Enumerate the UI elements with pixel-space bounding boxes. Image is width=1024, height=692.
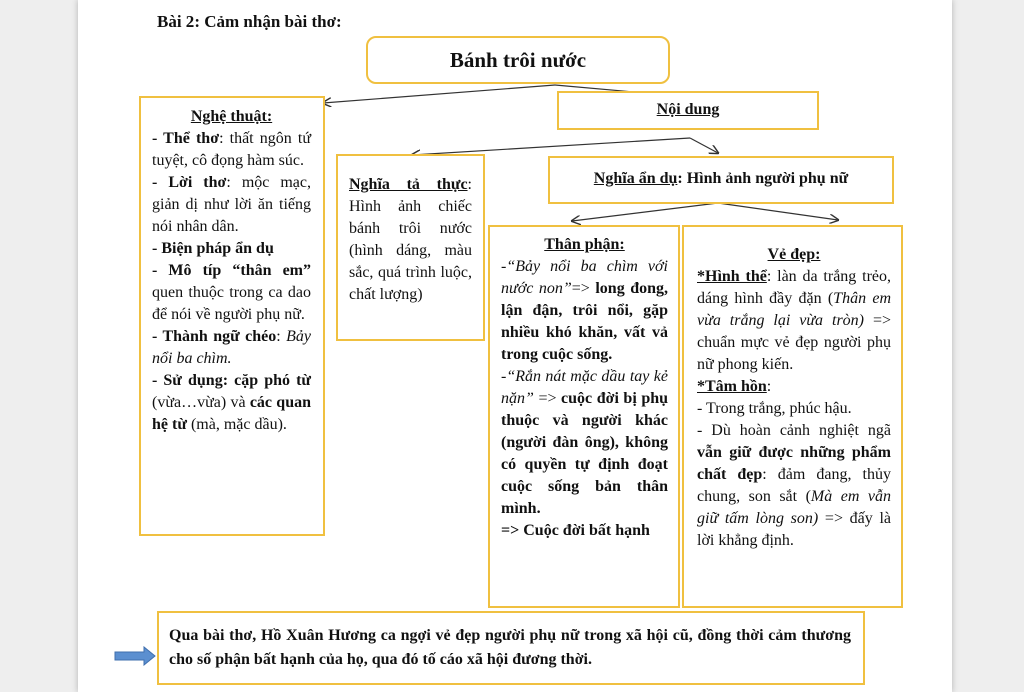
- nghia-ta-thuc-box: [336, 154, 485, 341]
- hinh-the-text: : làn da trắng trẻo, dáng hình đầy đặn (: [697, 268, 891, 307]
- thanh-ngu-colon: :: [276, 328, 281, 345]
- hinh-the-quote: Thân em vừa trắng lại vừa tròn): [697, 290, 891, 329]
- right-arrow-icon: [114, 646, 156, 666]
- quote2-dash: -: [501, 368, 507, 385]
- than-phan-conclusion: => Cuộc đời bất hạnh: [501, 522, 650, 539]
- quote2-meaning: cuộc đời bị phụ thuộc và người khác (người đàn ông), không có quyền tự định đoạt cuộc sống bản thân mình.: [501, 390, 669, 517]
- the-tho-label: - Thể thơ: [152, 130, 220, 147]
- title-box: [366, 36, 670, 84]
- nghe-thuat-label: Nghệ thuật:: [190, 108, 273, 125]
- summary-box: [157, 611, 865, 685]
- mo-tip-text: quen thuộc trong ca dao để nói về người phụ nữ.: [152, 284, 311, 323]
- quote1-text: “Bảy nổi ba chìm với nước non”: [501, 258, 668, 297]
- than-phan-box: [488, 225, 680, 608]
- quote2-arrow: =>: [533, 390, 562, 407]
- loi-tho-label: - Lời thơ: [152, 174, 227, 191]
- than-phan-label: Thân phận:: [544, 236, 625, 253]
- nghia-an-du-box: [548, 156, 894, 204]
- tam-hon-conclusion: => đấy là lời khẳng định.: [697, 510, 891, 549]
- nghia-ta-thuc-text: Hình ảnh chiếc bánh trôi nước (hình dáng, màu sắc, quá trình luộc, chất lượng): [349, 198, 472, 303]
- nghia-an-du-text: : Hình ảnh người phụ nữ: [677, 170, 849, 187]
- thanh-ngu-label: - Thành ngữ chéo: [152, 328, 277, 345]
- tam-hon-item-2: - Dù hoàn cảnh nghiệt ngã: [697, 422, 891, 439]
- hinh-the-label: *Hình thể: [697, 268, 767, 285]
- su-dung-label: - Sử dụng: cặp phó từ: [152, 372, 311, 389]
- quan-he-label: các quan hệ từ: [152, 394, 311, 433]
- noi-dung-box: [557, 91, 819, 130]
- quote1-meaning: long đong, lận đận, trôi nổi, gặp nhiều khó khăn, vất vả trong cuộc sống.: [501, 280, 668, 363]
- quote1-dash: -: [501, 258, 507, 275]
- tam-hon-item-2-bold: vẫn giữ được những phẩm chất đẹp: [697, 444, 891, 483]
- quote2-text: “Rắn nát mặc dầu tay kẻ nặn”: [501, 368, 668, 407]
- quote1-arrow: =>: [571, 280, 596, 297]
- nghe-thuat-box: [139, 96, 325, 536]
- heading-text: : Cảm nhận bài thơ:: [194, 12, 342, 31]
- the-tho-text: : thất ngôn tứ tuyệt, cô đọng hàm súc.: [152, 130, 312, 169]
- thanh-ngu-text: Bảy nổi ba chìm.: [152, 328, 311, 367]
- nghia-ta-thuc-label: Nghĩa tả thực: [349, 176, 468, 193]
- tam-hon-label: *Tâm hồn: [697, 378, 767, 395]
- tam-hon-colon: :: [766, 378, 772, 395]
- tam-hon-item-1: - Trong trắng, phúc hậu.: [697, 400, 852, 417]
- ve-dep-box: [682, 225, 903, 608]
- heading-number: Bài 2: [157, 12, 195, 31]
- su-dung-text: (vừa…vừa) và: [152, 394, 250, 411]
- nghia-ta-thuc-colon: :: [467, 176, 472, 193]
- bien-phap-text: - Biện pháp ẩn dụ: [152, 240, 274, 257]
- nghia-an-du-label: Nghĩa ẩn dụ: [593, 170, 678, 187]
- ve-dep-label: Vẻ đẹp:: [767, 246, 821, 263]
- poem-title: Bánh trôi nước: [449, 48, 587, 72]
- quan-he-text: (mà, mặc dầu).: [186, 416, 287, 433]
- tam-hon-item-2-text: : đảm đang, thủy chung, son sắt (: [697, 466, 891, 505]
- tam-hon-quote: Mà em vẫn giữ tấm lòng son): [697, 488, 891, 527]
- noi-dung-label: Nội dung: [656, 101, 720, 118]
- hinh-the-conclusion: => chuẩn mực vẻ đẹp người phụ nữ phong kiến.: [697, 312, 892, 373]
- mo-tip-label: - Mô típ “thân em”: [152, 262, 311, 279]
- summary-text: Qua bài thơ, Hồ Xuân Hương ca ngợi vẻ đẹp người phụ nữ trong xã hội cũ, đồng thời cảm thương cho số phận bất hạnh của họ, qua đó tố cáo xã hội đương thời.: [169, 627, 851, 668]
- loi-tho-text: : mộc mạc, giản dị như lời ăn tiếng nói nhân dân.: [152, 174, 311, 235]
- exercise-heading: [157, 12, 342, 32]
